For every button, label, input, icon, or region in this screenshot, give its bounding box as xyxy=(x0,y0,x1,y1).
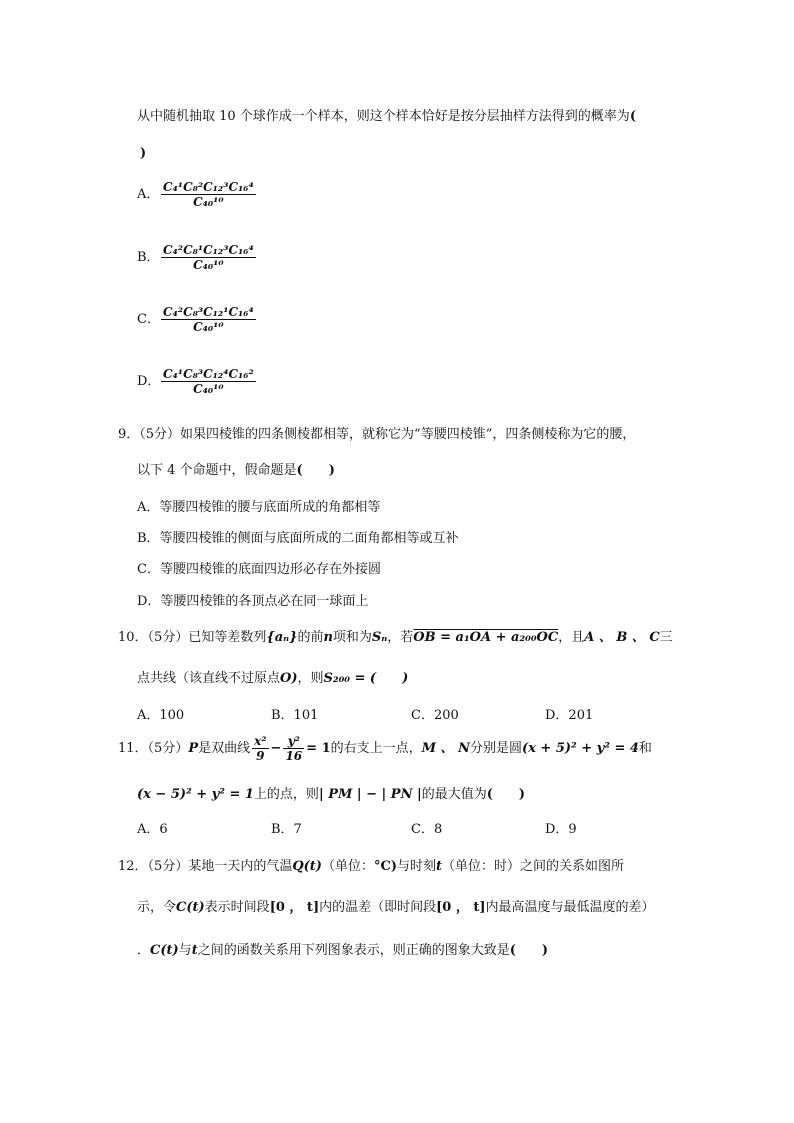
q8-option-a-num: C₄¹C₈²C₁₂³C₁₆⁴ xyxy=(163,180,254,194)
q8-option-a-fraction xyxy=(161,180,256,209)
q8-option-c-label: C． xyxy=(137,312,160,327)
q11-and: 和 xyxy=(638,741,652,756)
q10-tail: 三 xyxy=(659,630,673,645)
q12-stem-line1 xyxy=(118,858,624,876)
q10-mid1: 的前 xyxy=(297,630,324,645)
q11-mn: M 、 N xyxy=(421,741,470,756)
q10-o: O) xyxy=(280,671,298,686)
q8-stem-text: 从中随机抽取 10 个球作成一个样本，则这个样本恰好是按分层抽样方法得到的概率为 xyxy=(137,109,630,124)
q10-n: n xyxy=(323,630,333,645)
q10-line2b: ，则 xyxy=(297,671,324,686)
q8-option-d-num: C₄¹C₈³C₁₂⁴C₁₆² xyxy=(163,367,254,381)
q11-frac-x-num: x² xyxy=(254,734,267,748)
q11-choice-a[interactable]: A．6 xyxy=(137,822,168,837)
q11-stem-line1 xyxy=(118,734,652,763)
q12-paren: ( ) xyxy=(509,943,549,958)
q11-frac-y-den: 16 xyxy=(285,749,303,763)
q11-circle2: (x − 5)² + y² = 1 xyxy=(137,787,254,802)
q9-option-d[interactable]: D．等腰四棱锥的各顶点必在同一球面上 xyxy=(137,594,369,609)
q8-option-b-den: C₄₀¹⁰ xyxy=(193,258,224,272)
q11-paren: ( ) xyxy=(486,787,526,802)
q11-frac-x xyxy=(252,734,268,763)
q12-t: t xyxy=(436,859,443,874)
q8-option-a-label: A． xyxy=(137,187,160,202)
q9-stem-line2 xyxy=(137,462,335,480)
q10-sn: Sₙ xyxy=(371,630,388,645)
q12-mid2: 与时刻 xyxy=(396,859,436,874)
q11-choice-b[interactable]: B．7 xyxy=(271,822,302,837)
q8-close-paren: ) xyxy=(140,146,147,161)
q11-p: P xyxy=(188,741,199,756)
q12-stem-line3 xyxy=(137,942,548,960)
q10-choice-b[interactable]: B．101 xyxy=(271,708,319,723)
q12-int2: [0 ， t] xyxy=(436,900,486,915)
q12-line3c: 之间的函数关系用下列图象表示，则正确的图象大致是 xyxy=(197,943,510,958)
q12-line2a: 示，令 xyxy=(137,900,177,915)
q8-stem xyxy=(137,108,636,126)
q12-line2b: 表示时间段 xyxy=(204,900,270,915)
q8-option-b[interactable] xyxy=(137,243,258,272)
q8-option-a[interactable] xyxy=(137,180,258,209)
q11-choice-c[interactable]: C．8 xyxy=(411,822,443,837)
q11-eq1: = 1 xyxy=(306,741,331,756)
q10-choice-a[interactable]: A．100 xyxy=(137,708,185,723)
q11-circle1: (x + 5)² + y² = 4 xyxy=(521,741,639,756)
q8-open-paren: ( xyxy=(629,109,636,124)
q11-mid2: 的右支上一点， xyxy=(330,741,422,756)
q8-option-d[interactable] xyxy=(137,367,258,396)
q10-seq: {aₙ} xyxy=(266,630,298,645)
q11-prefix: 11．（5分） xyxy=(118,741,189,756)
q12-ct2: C(t) xyxy=(150,943,179,958)
q10-abc: A 、 B 、 C xyxy=(584,630,660,645)
q12-int1: [0 ， t] xyxy=(269,900,320,915)
q8-option-b-label: B． xyxy=(137,250,160,265)
q11-mid3: 分别是圆 xyxy=(469,741,522,756)
q10-choice-d[interactable]: D．201 xyxy=(545,708,594,723)
q12-mid3: （单位：时）之间的关系如图所 xyxy=(442,859,625,874)
q9-stem-line1: 9．（5分）如果四棱锥的四条侧棱都相等，就称它为“等腰四棱锥”，四条侧棱称为它的腰， xyxy=(118,427,636,442)
q8-option-c-fraction xyxy=(161,305,256,334)
q12-ct: C(t) xyxy=(176,900,205,915)
q8-option-c-den: C₄₀¹⁰ xyxy=(193,320,224,334)
q12-line3b: 与 xyxy=(178,943,192,958)
q9-stem-line2-text: 以下 4 个命题中，假命题是 xyxy=(137,463,297,478)
q8-option-d-den: C₄₀¹⁰ xyxy=(193,382,224,396)
q12-stem-line2 xyxy=(137,899,655,917)
q11-minus: − xyxy=(270,741,282,756)
q9-paren: ( ) xyxy=(296,463,335,478)
q10-choice-c[interactable]: C．200 xyxy=(411,708,459,723)
q11-frac-x-den: 9 xyxy=(256,749,265,763)
q8-option-d-label: D． xyxy=(137,374,161,389)
q9-option-c[interactable]: C．等腰四棱锥的底面四边形必存在外接圆 xyxy=(137,562,381,577)
q8-option-b-num: C₄²C₈¹C₁₂³C₁₆⁴ xyxy=(163,243,254,257)
q10-mid4: ，且 xyxy=(558,630,585,645)
q12-line2d: 内最高温度与最低温度的差） xyxy=(485,900,655,915)
q11-expr: | PM | − | PN | xyxy=(318,787,422,802)
q10-stem-line2 xyxy=(137,670,408,688)
q10-line2a: 点共线（该直线不过原点 xyxy=(137,671,281,686)
q12-mid1: （单位： xyxy=(321,859,374,874)
q12-t2: t xyxy=(191,943,198,958)
q11-tail: 的最大值为 xyxy=(421,787,487,802)
q12-deg: °C) xyxy=(373,859,397,874)
q10-mid2: 项和为 xyxy=(332,630,372,645)
q11-mid4: 上的点，则 xyxy=(253,787,319,802)
q8-option-d-fraction xyxy=(161,367,256,396)
q10-prefix: 10．（5分）已知等差数列 xyxy=(118,630,267,645)
q11-mid1: 是双曲线 xyxy=(198,741,251,756)
q9-option-a[interactable]: A．等腰四棱锥的腰与底面所成的角都相等 xyxy=(137,500,381,515)
q8-option-b-fraction xyxy=(161,243,256,272)
q8-option-c[interactable] xyxy=(137,305,258,334)
q10-vector-eq: OB = a₁OA + a₂₀₀OC xyxy=(413,630,559,645)
q11-frac-y-num: y² xyxy=(283,734,304,749)
q12-qt: Q(t) xyxy=(292,859,322,874)
q12-line3a: ． xyxy=(137,943,151,958)
q8-option-a-den: C₄₀¹⁰ xyxy=(193,195,224,209)
q10-s200: S₂₀₀ = ( ) xyxy=(323,671,409,686)
q12-line2c: 内的温差（即时间段 xyxy=(319,900,437,915)
q9-option-b[interactable]: B．等腰四棱锥的侧面与底面所成的二面角都相等或互补 xyxy=(137,531,459,546)
q11-stem-line2 xyxy=(137,786,525,804)
q12-prefix: 12．（5分）某地一天内的气温 xyxy=(118,859,293,874)
q10-stem-line1 xyxy=(118,629,673,647)
q10-mid3: ，若 xyxy=(387,630,414,645)
q8-option-c-num: C₄²C₈³C₁₂¹C₁₆⁴ xyxy=(163,305,254,319)
q11-frac-y xyxy=(283,734,304,763)
q11-choice-d[interactable]: D．9 xyxy=(545,822,577,837)
